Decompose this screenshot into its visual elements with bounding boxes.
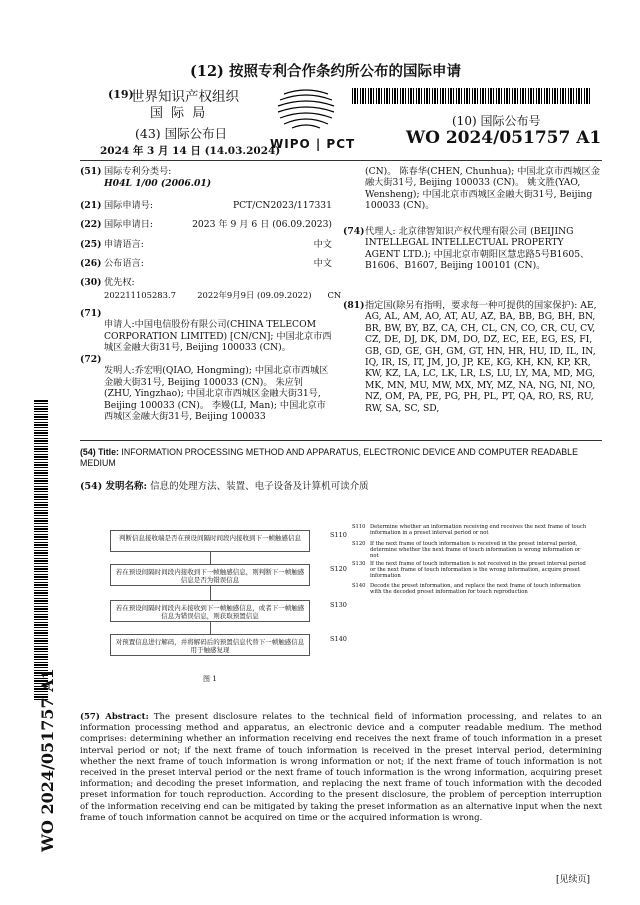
flow-box-s130: 若在预设间隔时间段内未接收到下一帧触感信息，或者下一帧触感信息为错误信息，则获取预置信息	[110, 600, 310, 622]
wipo-emblem-icon	[270, 88, 342, 136]
field-51	[80, 166, 332, 189]
field-number: (72)	[80, 354, 102, 365]
legend-step: S110	[352, 524, 366, 530]
header-divider	[80, 160, 602, 161]
field-number: (71)	[80, 308, 102, 319]
org-name: 世界知识产权组织	[131, 89, 239, 105]
field-label: 申请人:	[104, 319, 135, 331]
document-title: (12) 按照专利合作条约所公布的国际申请	[190, 63, 461, 80]
step-label: S120	[330, 565, 347, 573]
title-en-label: (54) Title:	[80, 447, 119, 457]
field-value: 乔宏明(QIAO, Hongming); 中国北京市西城区金融大街31号, Beijing 100033 (CN)。 朱应钊 (ZHU, Yingzhao); 中国北京市西城区金融大街31号, Beijing 100033 (CN)。 李嫚(LI, Man); 中国北京市西城区金融大街31号, Beijing 100033	[104, 365, 329, 423]
field-value: 中文	[313, 258, 332, 269]
step-label: S130	[330, 601, 347, 609]
barcode-icon	[352, 88, 590, 104]
field-81: 指定国(除另有指明，要求每一种可提供的国家保护): AE, AG, AL, AM, AO, AT, AU, AZ, BA, BB, BG, BH, BN, BR, BW, BY, BZ, CA, CH, CL, CN, CO, CR, CU, CV, CZ, DE, DJ, DK, DM, DO, DZ, EC, EE, EG, ES, FI, GB, GD, GE, GH, GM, GT, HN, HR, HU, ID, IL, IN, IQ, IR, IS, IT, JM, JO, JP, KE, KG, KH, KN, KP, KR, KW, KZ, LA, LC, LK, LR, LS, LU, LY, MA, MD, MG, MK, MN, MU, MW, MX, MY, MZ, NA, NG, NI, NO, NZ, OM, PA, PE, PG, PH, PL, PT, QA, RO, RS, RU, RW, SA, SC, SD,	[365, 300, 597, 414]
field-30	[80, 277, 342, 300]
publication-date-label: (43) 国际公布日	[135, 126, 228, 141]
flow-box-s140: 对预置信息进行解码，并将解码后的预置信息代替下一帧触感信息用于触感复现	[110, 634, 310, 656]
field-value: 中国电信股份有限公司(CHINA TELECOM CORPORATION LIMITED) [CN/CN]; 中国北京市西城区金融大街31号, Beijing 100033 (CN)。	[104, 319, 332, 354]
legend-step: S130	[352, 561, 366, 567]
title-cn-label: (54) 发明名称:	[80, 481, 148, 492]
side-barcode-icon	[34, 400, 48, 700]
figure-caption: 图 1	[203, 675, 217, 683]
field-number: (74)	[343, 226, 365, 237]
field-26	[80, 258, 332, 269]
field-72	[80, 354, 332, 423]
wipo-logo-text: WIPO | PCT	[270, 137, 356, 151]
field-number: (51)	[80, 166, 102, 177]
field-number: (81)	[343, 300, 365, 311]
field-number: (30)	[80, 277, 102, 288]
field-label: 国际申请日:	[104, 219, 154, 230]
org-number: (19)	[108, 88, 134, 101]
field-label: 发明人:	[104, 365, 135, 377]
field-number: (26)	[80, 258, 102, 269]
publication-number-label: (10) 国际公布号	[452, 114, 541, 128]
field-22	[80, 219, 332, 230]
field-71	[80, 308, 332, 354]
legend-step: S120	[352, 541, 366, 547]
field-value: H04L 1/00 (2006.01)	[104, 178, 212, 189]
legend-step: S140	[352, 583, 366, 589]
abstract	[80, 712, 602, 824]
field-72-continued: (CN)。 陈春华(CHEN, Chunhua); 中国北京市西城区金融大街31号, Beijing 100033 (CN)。 姚文胜(YAO, Wensheng); 中国北京市西城区金融大街31号, Beijing 100033 (CN)。	[365, 166, 600, 212]
title-cn	[80, 478, 602, 492]
continued-note: [见续页]	[556, 875, 591, 885]
field-number: (22)	[80, 219, 102, 230]
field-label: 国际申请号:	[104, 200, 154, 211]
step-label: S140	[330, 635, 347, 643]
field-value: 中文	[313, 239, 332, 250]
org-subname: 国 际 局	[150, 106, 208, 121]
flow-arrow	[210, 586, 211, 600]
title-en	[80, 447, 602, 469]
legend-text: If the next frame of touch information is received in the preset interval period, determine whether the next frame of touch information is wrong information or not	[370, 541, 581, 560]
field-number: (25)	[80, 239, 102, 250]
field-number: (21)	[80, 200, 102, 211]
field-label: 优先权:	[104, 277, 135, 288]
field-value: PCT/CN2023/117331	[232, 200, 332, 211]
field-21	[80, 200, 332, 211]
publication-date: 2024 年 3 月 14 日 (14.03.2024)	[100, 145, 281, 157]
field-value: 202211105283.7 2022年9月9日 (09.09.2022) CN	[104, 290, 342, 300]
field-label: 国际专利分类号:	[104, 166, 172, 177]
title-divider	[80, 440, 602, 441]
field-25	[80, 239, 332, 250]
title-cn-text: 信息的处理方法、装置、电子设备及计算机可读介质	[150, 481, 369, 492]
side-publication-number: WO 2024/051757 A1	[38, 668, 57, 852]
field-label: 申请语言:	[104, 239, 144, 250]
abstract-label: (57) Abstract:	[80, 712, 149, 722]
flow-box-s120: 若在预设间隔时间段内接收到下一帧触感信息，则判断下一帧触感信息是否为错误信息	[110, 564, 310, 586]
abstract-text: The present disclosure relates to the technical field of information processing, and relates to an information processing method and apparatus, an electronic device and a computer readable medium. The method comprises: determining whether an information receiving end receives the next frame of touch information in a preset interval period or not; if the next frame of touch information is received in the preset interval period, determining whether the next frame of touch information is wrong information or not; if the next frame of touch information is not received in the preset interval period or the next frame of touch information is the wrong information, acquiring preset information; and decoding the preset information, and replacing the next frame of touch information with the decoded preset information for touch reproduction. According to the present disclosure, the problem of perception interruption of the information receiving end can be mitigated by taking the preset information as an alternative input when the next frame of touch information cannot be acquired on time or the acquired information is wrong.	[80, 712, 602, 823]
step-label: S110	[330, 531, 347, 539]
legend-text: Determine whether an information receiving end receives the next frame of touch information in a preset interval period or not	[370, 524, 587, 537]
legend-text: Decode the preset information, and replace the next frame of touch information with the decoded preset information for touch reproduction	[370, 583, 581, 596]
field-value: 2023 年 9 月 6 日 (06.09.2023)	[192, 219, 332, 230]
flow-arrow	[210, 622, 211, 634]
field-74: 代理人: 北京律智知识产权代理有限公司 (BEIJING INTELLEGAL INTELLECTUAL PROPERTY AGENT LTD.); 中国北京市朝阳区慧忠路5号B1605、B1606、B1607, Beijing 100101 (CN)。	[365, 226, 590, 272]
flow-box-s110: 判断信息接收端是否在预设间隔时间段内接收到下一帧触感信息	[110, 530, 310, 552]
publication-number: WO 2024/051757 A1	[406, 128, 602, 148]
title-en-text: INFORMATION PROCESSING METHOD AND APPARATUS, ELECTRONIC DEVICE AND COMPUTER READABLE MEDIUM	[80, 447, 578, 468]
legend-text: If the next frame of touch information is not received in the preset interval period or the next frame of touch information is the wrong information, acquire preset information	[370, 561, 586, 580]
flow-arrow	[210, 552, 211, 564]
field-label: 公布语言:	[104, 258, 144, 269]
